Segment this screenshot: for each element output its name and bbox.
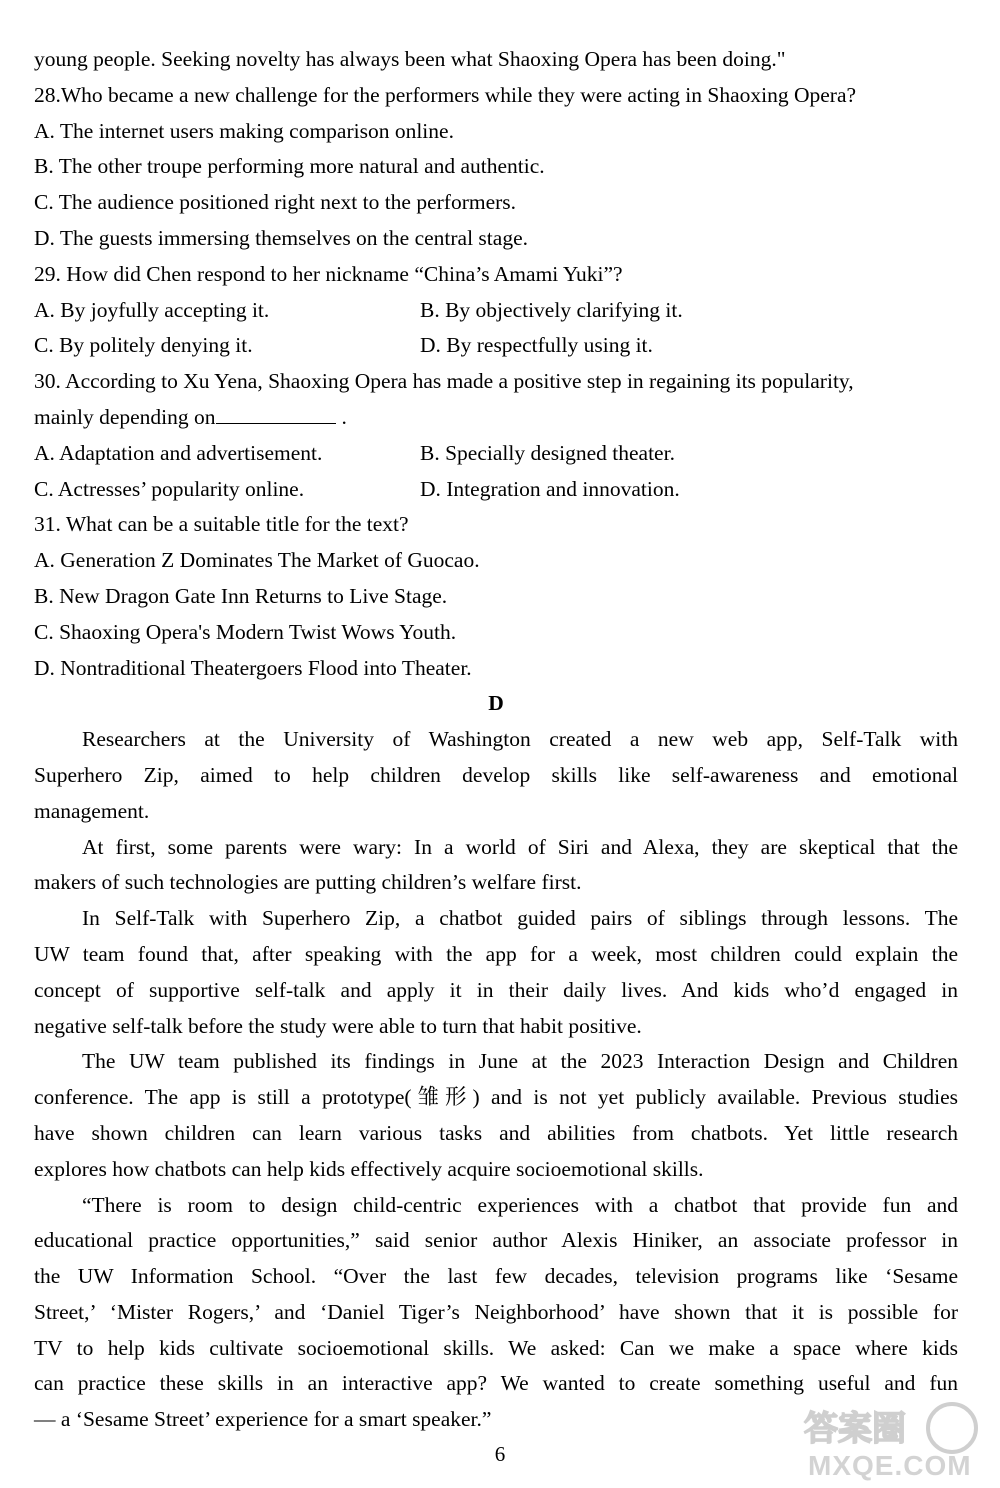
watermark-logo [784,1400,984,1488]
q30-stem-text: mainly depending on [34,404,216,429]
answer-blank [216,403,336,424]
q31-option-a: A. Generation Z Dominates The Market of Guocao. [34,548,480,573]
q28-option-b: B. The other troupe performing more natural and authentic. [34,154,545,179]
paragraph-5-line-5: TV to help kids cultivate socioemotional skills. We asked: Can we make a space where kids [34,1335,958,1360]
q30-option-d: D. Integration and innovation. [420,476,680,501]
paragraph-2-line-2: makers of such technologies are putting children’s welfare first. [34,870,582,895]
paragraph-4-line-3: have shown children can learn various tasks and abilities from chatbots. Yet little research [34,1120,958,1145]
paragraph-1-line-3: management. [34,798,150,823]
question-30-line-1: 30. According to Xu Yena, Shaoxing Opera has made a positive step in regaining its popularity, [34,369,854,394]
q31-option-b: B. New Dragon Gate Inn Returns to Live Stage. [34,583,448,608]
watermark-chars: 答案圈 [804,1409,906,1449]
paragraph-5-line-2: educational practice opportunities,” said senior author Alexis Hiniker, an associate professor in [34,1228,958,1253]
paragraph-4-line-1: The UW team published its findings in June at the 2023 Interaction Design and Children [82,1049,958,1074]
paragraph-1-line-1: Researchers at the University of Washington created a new web app, Self-Talk with [82,727,958,752]
page-number: 6 [494,1442,506,1466]
watermark-text: MXQE.COM [808,1450,972,1481]
q30-option-a: A. Adaptation and advertisement. [34,440,323,465]
document-page [34,42,958,1438]
q30-stem-end: . [341,404,347,429]
q28-option-d: D. The guests immersing themselves on the central stage. [34,225,528,250]
paragraph-3-line-3: concept of supportive self-talk and apply it in their daily lives. And kids who’d engaged in [34,977,958,1002]
q30-option-c: C. Actresses’ popularity online. [34,476,305,501]
q29-options-row-1 [34,293,958,329]
q29-option-a: A. By joyfully accepting it. [34,297,270,322]
q30-options-row-2 [34,472,958,508]
paragraph-3-line-2: UW team found that, after speaking with the app for a week, most children could explain the [34,941,958,966]
q29-option-b: B. By objectively clarifying it. [420,297,683,322]
q28-option-c: C. The audience positioned right next to the performers. [34,190,517,215]
q30-option-b: B. Specially designed theater. [420,440,675,465]
paragraph-5-line-6: can practice these skills in an interactive app? We wanted to create something useful and fun [34,1371,958,1396]
paragraph-5-line-7: — a ‘Sesame Street’ experience for a smart speaker.” [34,1407,492,1432]
question-30-line-2 [34,400,958,436]
paragraph-5-line-3: the UW Information School. “Over the last few decades, television programs like ‘Sesame [34,1264,958,1289]
paragraph-4-line-4: explores how chatbots can help kids effectively acquire socioemotional skills. [34,1156,704,1181]
paragraph-3-line-1: In Self-Talk with Superhero Zip, a chatbot guided pairs of siblings through lessons. The [82,906,958,931]
question-31: 31. What can be a suitable title for the text? [34,512,409,537]
question-28: 28.Who became a new challenge for the performers while they were acting in Shaoxing Opera? [34,82,857,107]
q28-option-a: A. The internet users making comparison online. [34,118,454,143]
passage-end-line: young people. Seeking novelty has always been what Shaoxing Opera has been doing." [34,47,786,71]
paragraph-3-line-4: negative self-talk before the study were able to turn that habit positive. [34,1013,642,1038]
q29-options-row-2 [34,328,958,364]
paragraph-2-line-1: At first, some parents were wary: In a world of Siri and Alexa, they are skeptical that the [82,834,958,859]
q31-option-d: D. Nontraditional Theatergoers Flood into Theater. [34,655,472,680]
question-29: 29. How did Chen respond to her nickname “China’s Amami Yuki”? [34,261,623,286]
q31-option-c: C. Shaoxing Opera's Modern Twist Wows Youth. [34,619,457,644]
q29-option-d: D. By respectfully using it. [420,333,653,358]
q29-option-c: C. By politely denying it. [34,333,253,358]
paragraph-5-line-4: Street,’ ‘Mister Rogers,’ and ‘Daniel Tiger’s Neighborhood’ have shown that it is possible for [34,1299,958,1324]
paragraph-5-line-1: “There is room to design child-centric experiences with a chatbot that provide fun and [82,1192,958,1217]
section-heading: D [488,691,504,716]
paragraph-4-line-2: conference. The app is still a prototype(雏形) and is not yet publicly available. Previous studies [34,1085,958,1110]
q30-options-row-1 [34,436,958,472]
paragraph-1-line-2: Superhero Zip, aimed to help children develop skills like self-awareness and emotional [34,762,958,787]
